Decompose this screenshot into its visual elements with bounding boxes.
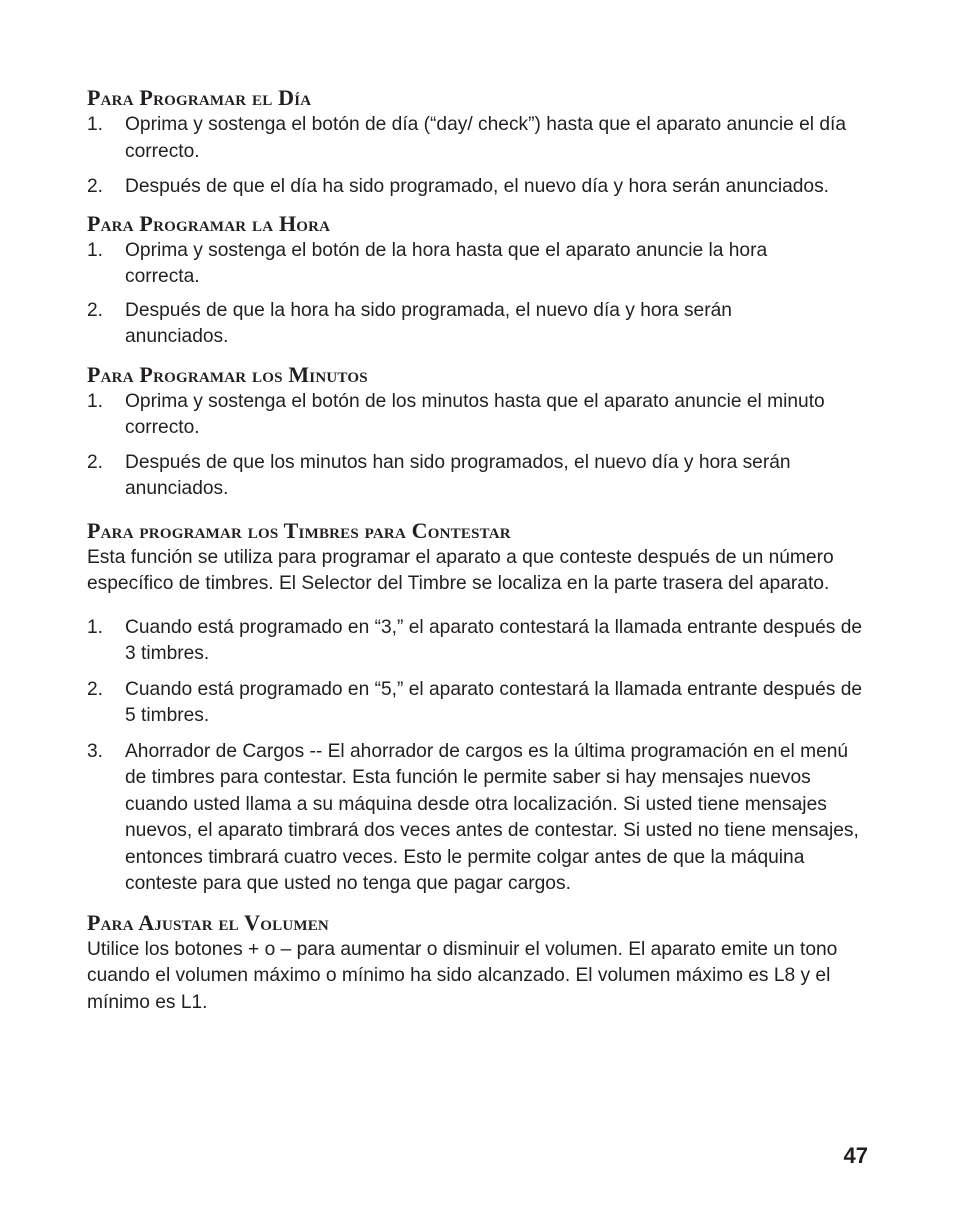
step-text: Cuando está programado en “3,” el aparato contestará la llamada entrante después de 3 timbres. [125, 616, 863, 664]
section-program-minutes [87, 361, 872, 503]
steps-list [87, 238, 872, 351]
section-body: Utilice los botones + o – para aumentar o disminuir el volumen. El aparato emite un tono cuando el volumen máximo o mínimo ha sido alcanzado. El volumen máximo es L8 y el mínimo es L1. [87, 938, 838, 1013]
manual-page [87, 84, 872, 1016]
step-text: Cuando está programado en “5,” el aparato contestará la llamada entrante después de 5 timbres. [125, 678, 863, 726]
section-heading: Para programar los Timbres para Contestar [87, 517, 511, 543]
section-adjust-volume [87, 909, 872, 1017]
step-number: 1. [87, 390, 104, 412]
step-number: 1. [87, 114, 104, 135]
step-number: 2. [87, 299, 104, 321]
step-text: Después de que la hora ha sido programada, el nuevo día y hora serán anunciados. [125, 299, 732, 347]
section-heading: Para Ajustar el Volumen [87, 909, 329, 935]
page-number: 47 [843, 1143, 868, 1168]
step-text: Oprima y sostenga el botón de día (“day/ check”) hasta que el aparato anuncie el día correcto. [125, 114, 847, 162]
section-heading: Para Programar los Minutos [87, 361, 368, 387]
list-item [87, 739, 870, 898]
step-text: Después de que el día ha sido programado, el nuevo día y hora serán anunciados. [125, 176, 830, 197]
steps-list [87, 615, 872, 898]
step-number: 1. [87, 616, 104, 638]
section-program-day [87, 84, 872, 201]
step-number: 2. [87, 678, 104, 700]
step-text: Oprima y sostenga el botón de los minutos hasta que el aparato anuncie el minuto correcto. [125, 390, 825, 438]
step-number: 3. [87, 740, 104, 762]
list-item [87, 298, 785, 351]
section-program-hour [87, 210, 872, 351]
section-program-rings [87, 517, 872, 898]
list-item [87, 238, 825, 291]
list-item [87, 677, 870, 730]
step-text: Ahorrador de Cargos -- El ahorrador de cargos es la última programación en el menú de timbres para contestar. Esta función le permite saber si hay mensajes nuevos cuando usted llama a su máquina desde otra localización. Si usted tiene mensajes nuevos, el aparato timbrará dos veces antes de contestar. Si usted no tiene mensajes, entonces timbrará cuatro veces. Esto le permite colgar antes de que la máquina conteste para que usted no tenga que pagar cargos. [125, 740, 859, 894]
list-item [87, 450, 825, 503]
step-number: 2. [87, 451, 104, 473]
list-item [87, 112, 870, 165]
section-heading: Para Programar el Día [87, 85, 312, 110]
list-item [87, 174, 870, 201]
section-intro: Esta función se utiliza para programar el aparato a que conteste después de un número específico de timbres. El Selector del Timbre se localiza en la parte trasera del aparato. [87, 546, 834, 594]
list-item [87, 615, 870, 668]
section-heading: Para Programar la Hora [87, 210, 331, 236]
step-text: Después de que los minutos han sido programados, el nuevo día y hora serán anunciados. [125, 451, 791, 499]
step-number: 2. [87, 176, 104, 197]
step-number: 1. [87, 239, 104, 261]
step-text: Oprima y sostenga el botón de la hora hasta que el aparato anuncie la hora correcta. [125, 239, 768, 287]
steps-list [87, 389, 872, 503]
list-item [87, 389, 850, 442]
steps-list [87, 112, 872, 201]
